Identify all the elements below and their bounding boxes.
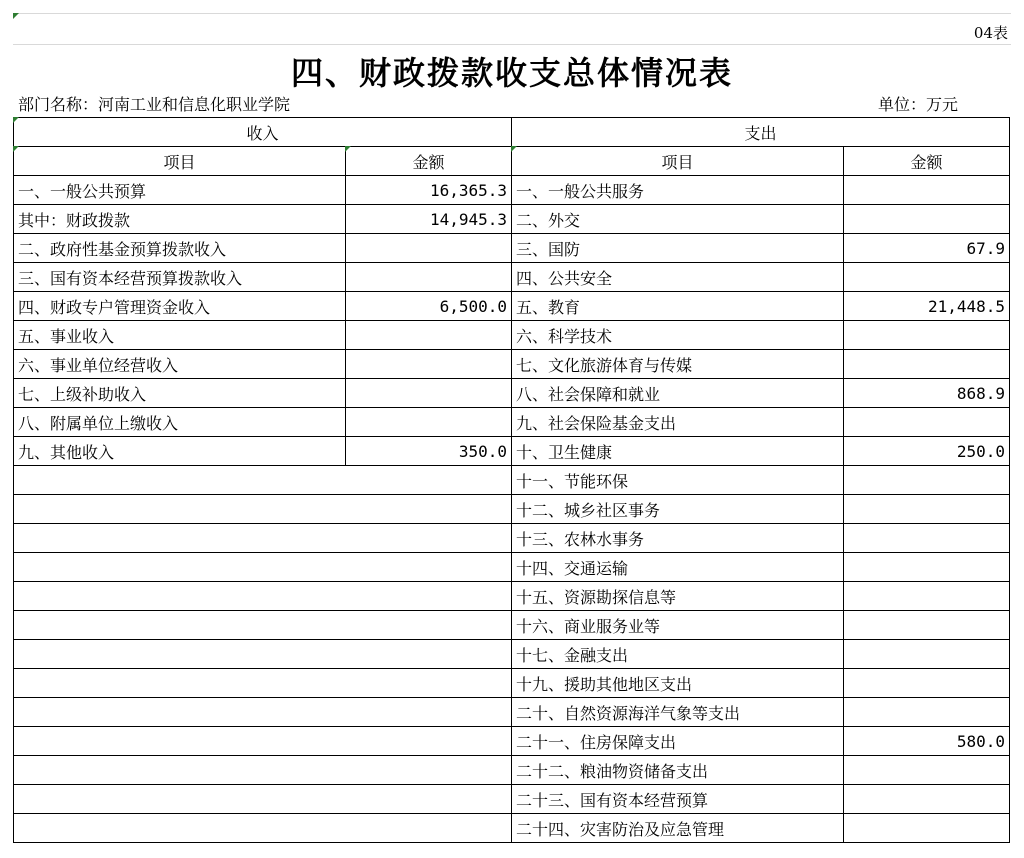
- expense-amount-cell[interactable]: 21,448.5: [844, 292, 1010, 321]
- income-amount-cell[interactable]: [346, 350, 512, 379]
- expense-item-cell[interactable]: 六、科学技术: [512, 321, 844, 350]
- expense-amount-cell[interactable]: [844, 582, 1010, 611]
- income-empty-cell[interactable]: [14, 553, 512, 582]
- expense-item-cell[interactable]: 十二、城乡社区事务: [512, 495, 844, 524]
- expense-amount-cell[interactable]: 868.9: [844, 379, 1010, 408]
- table-row: [14, 292, 1010, 321]
- expense-amount-cell[interactable]: [844, 669, 1010, 698]
- page-title: 四、财政拨款收支总体情况表: [290, 54, 733, 92]
- expense-amount-cell[interactable]: [844, 756, 1010, 785]
- income-empty-cell[interactable]: [14, 727, 512, 756]
- income-empty-cell[interactable]: [14, 524, 512, 553]
- sheet-gridline: [13, 13, 1011, 14]
- income-item-cell[interactable]: 五、事业收入: [14, 321, 346, 350]
- expense-amount-cell[interactable]: [844, 553, 1010, 582]
- expense-item-cell[interactable]: 二十三、国有资本经营预算: [512, 785, 844, 814]
- table-row: [14, 350, 1010, 379]
- table-row: [14, 234, 1010, 263]
- table-row: [14, 814, 1010, 843]
- table-row: [14, 611, 1010, 640]
- expense-item-cell[interactable]: 十一、节能环保: [512, 466, 844, 495]
- expense-amount-cell[interactable]: [844, 176, 1010, 205]
- expense-item-cell[interactable]: 二十一、住房保障支出: [512, 727, 844, 756]
- income-empty-cell[interactable]: [14, 495, 512, 524]
- cell-marker: [13, 117, 19, 123]
- expense-item-cell[interactable]: 十九、援助其他地区支出: [512, 669, 844, 698]
- income-empty-cell[interactable]: [14, 466, 512, 495]
- income-amount-header[interactable]: 金额: [346, 147, 512, 176]
- expense-item-cell[interactable]: 二、外交: [512, 205, 844, 234]
- income-empty-cell[interactable]: [14, 640, 512, 669]
- expense-item-cell[interactable]: 一、一般公共服务: [512, 176, 844, 205]
- income-amount-cell[interactable]: 6,500.0: [346, 292, 512, 321]
- income-item-cell[interactable]: 七、上级补助收入: [14, 379, 346, 408]
- income-amount-cell[interactable]: [346, 321, 512, 350]
- income-amount-cell[interactable]: [346, 263, 512, 292]
- table-row: [14, 466, 1010, 495]
- unit-label: 单位：万元: [878, 95, 959, 114]
- expense-amount-cell[interactable]: [844, 263, 1010, 292]
- income-amount-cell[interactable]: [346, 234, 512, 263]
- income-amount-cell[interactable]: [346, 379, 512, 408]
- income-empty-cell[interactable]: [14, 814, 512, 843]
- table-row: [14, 205, 1010, 234]
- cell-marker: [13, 13, 19, 19]
- expense-item-cell[interactable]: 九、社会保险基金支出: [512, 408, 844, 437]
- expense-amount-cell[interactable]: [844, 524, 1010, 553]
- expense-amount-cell[interactable]: 67.9: [844, 234, 1010, 263]
- income-item-cell[interactable]: 八、附属单位上缴收入: [14, 408, 346, 437]
- income-empty-cell[interactable]: [14, 698, 512, 727]
- income-amount-cell[interactable]: 350.0: [346, 437, 512, 466]
- table-row: [14, 553, 1010, 582]
- income-empty-cell[interactable]: [14, 756, 512, 785]
- expense-amount-cell[interactable]: [844, 611, 1010, 640]
- table-row: [14, 408, 1010, 437]
- table-row: [14, 727, 1010, 756]
- expense-item-cell[interactable]: 十、卫生健康: [512, 437, 844, 466]
- income-item-cell[interactable]: 四、财政专户管理资金收入: [14, 292, 346, 321]
- expense-item-cell[interactable]: 四、公共安全: [512, 263, 844, 292]
- section-header-row: [14, 118, 1010, 147]
- table-row: [14, 263, 1010, 292]
- income-item-cell[interactable]: 九、其他收入: [14, 437, 346, 466]
- expense-header[interactable]: 支出: [512, 118, 1010, 147]
- income-item-cell[interactable]: 二、政府性基金预算拨款收入: [14, 234, 346, 263]
- expense-item-cell[interactable]: 三、国防: [512, 234, 844, 263]
- expense-amount-cell[interactable]: 580.0: [844, 727, 1010, 756]
- table-number: 04表: [973, 24, 1008, 42]
- income-empty-cell[interactable]: [14, 582, 512, 611]
- expense-item-cell[interactable]: 十三、农林水事务: [512, 524, 844, 553]
- table-row: [14, 495, 1010, 524]
- income-amount-cell[interactable]: 16,365.3: [346, 176, 512, 205]
- income-item-cell[interactable]: 一、一般公共预算: [14, 176, 346, 205]
- expense-amount-cell[interactable]: [844, 785, 1010, 814]
- expense-item-cell[interactable]: 十五、资源勘探信息等: [512, 582, 844, 611]
- expense-amount-cell[interactable]: [844, 466, 1010, 495]
- cell-marker: [345, 146, 351, 152]
- table-row: [14, 437, 1010, 466]
- income-item-cell[interactable]: 三、国有资本经营预算拨款收入: [14, 263, 346, 292]
- expense-item-cell[interactable]: 十七、金融支出: [512, 640, 844, 669]
- expense-item-cell[interactable]: 七、文化旅游体育与传媒: [512, 350, 844, 379]
- expense-amount-cell[interactable]: [844, 350, 1010, 379]
- cell-marker: [511, 146, 517, 152]
- table-row: [14, 582, 1010, 611]
- table-row: [14, 321, 1010, 350]
- table-row: [14, 698, 1010, 727]
- income-item-header[interactable]: 项目: [14, 147, 346, 176]
- department-name: 部门名称：河南工业和信息化职业学院: [18, 95, 291, 114]
- expense-item-cell[interactable]: 十四、交通运输: [512, 553, 844, 582]
- table-row: [14, 756, 1010, 785]
- expense-amount-cell[interactable]: [844, 321, 1010, 350]
- table-row: [14, 379, 1010, 408]
- table-row: [14, 640, 1010, 669]
- expense-amount-cell[interactable]: [844, 698, 1010, 727]
- income-empty-cell[interactable]: [14, 611, 512, 640]
- expense-item-header[interactable]: 项目: [512, 147, 844, 176]
- expense-amount-header[interactable]: 金额: [844, 147, 1010, 176]
- expense-amount-cell[interactable]: [844, 408, 1010, 437]
- sheet-gridline: [13, 44, 1011, 45]
- table-row: [14, 669, 1010, 698]
- expense-item-cell[interactable]: 二十二、粮油物资储备支出: [512, 756, 844, 785]
- expense-item-cell[interactable]: 二十四、灾害防治及应急管理: [512, 814, 844, 843]
- expense-item-cell[interactable]: 五、教育: [512, 292, 844, 321]
- expense-item-cell[interactable]: 八、社会保障和就业: [512, 379, 844, 408]
- income-empty-cell[interactable]: [14, 669, 512, 698]
- income-item-cell[interactable]: 其中：财政拨款: [14, 205, 346, 234]
- expense-amount-cell[interactable]: [844, 205, 1010, 234]
- budget-table: [13, 117, 1010, 843]
- expense-item-cell[interactable]: 二十、自然资源海洋气象等支出: [512, 698, 844, 727]
- expense-amount-cell[interactable]: 250.0: [844, 437, 1010, 466]
- income-item-cell[interactable]: 六、事业单位经营收入: [14, 350, 346, 379]
- expense-amount-cell[interactable]: [844, 814, 1010, 843]
- cell-marker: [13, 146, 19, 152]
- table-row: [14, 785, 1010, 814]
- income-amount-cell[interactable]: 14,945.3: [346, 205, 512, 234]
- table-row: [14, 524, 1010, 553]
- table-row: [14, 176, 1010, 205]
- income-header[interactable]: 收入: [14, 118, 512, 147]
- income-empty-cell[interactable]: [14, 785, 512, 814]
- income-amount-cell[interactable]: [346, 408, 512, 437]
- expense-item-cell[interactable]: 十六、商业服务业等: [512, 611, 844, 640]
- expense-amount-cell[interactable]: [844, 495, 1010, 524]
- expense-amount-cell[interactable]: [844, 640, 1010, 669]
